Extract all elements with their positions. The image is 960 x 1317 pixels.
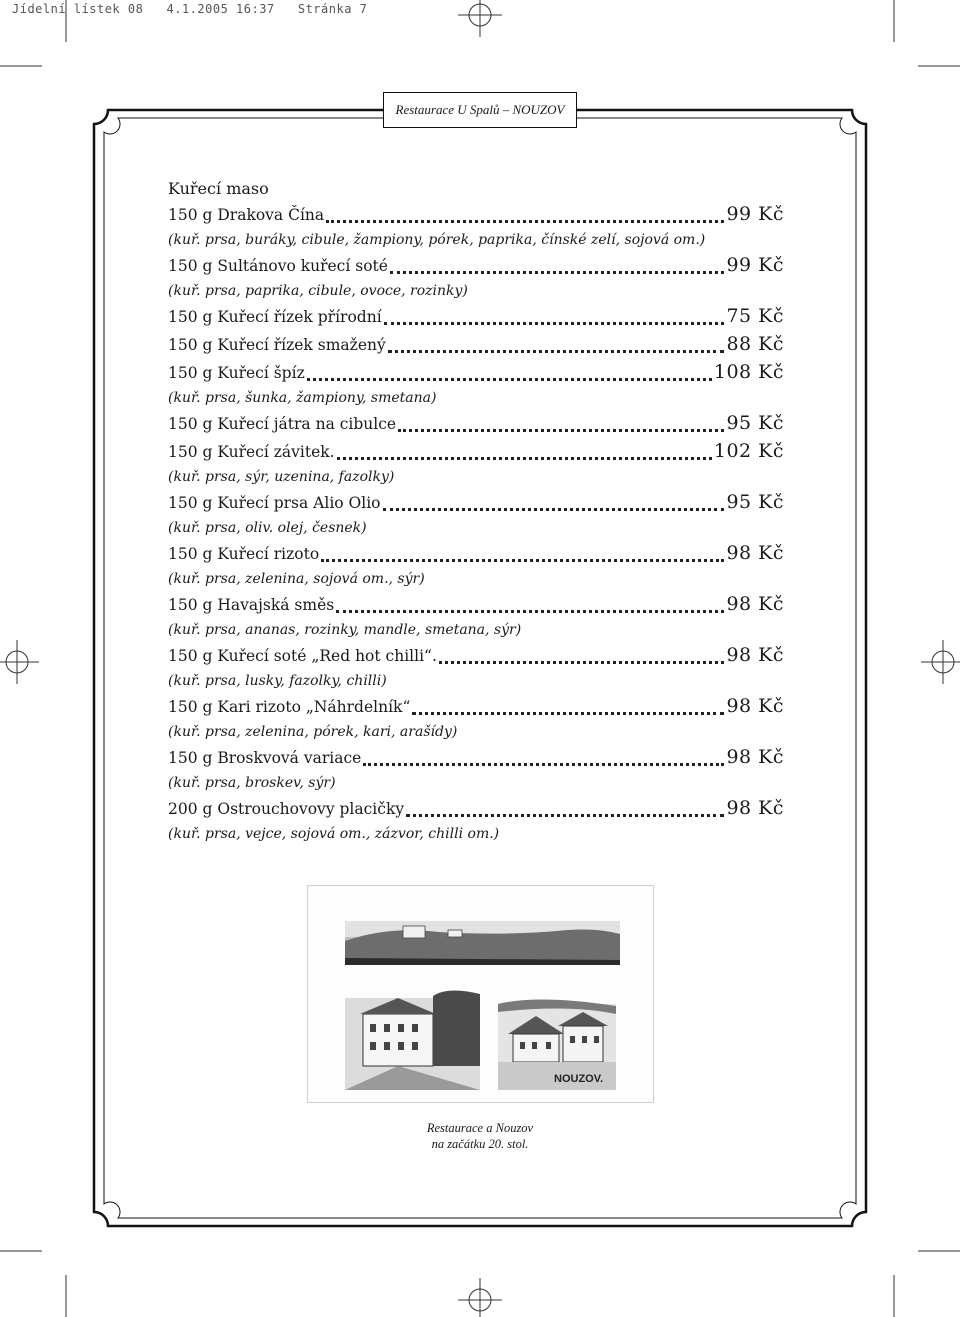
registration-mark-bottom: [458, 1278, 502, 1317]
menu-item: [168, 411, 784, 436]
menu-item-description: (kuř. prsa, ananas, rozinky, mandle, smetana, sýr): [168, 622, 522, 638]
menu-item-name: 150 g Kuřecí játra na cibulce: [168, 415, 397, 433]
photo-caption: [380, 1120, 580, 1152]
menu-item: [168, 253, 784, 278]
registration-mark-left: [0, 640, 39, 684]
dot-leader: [383, 493, 725, 511]
menu-item-description: (kuř. prsa, broskev, sýr): [168, 775, 336, 791]
print-file: Jídelní lístek 08: [12, 2, 144, 16]
menu-item-name: 150 g Sultánovo kuřecí soté: [168, 257, 388, 275]
restaurant-title: Restaurace U Spalů – NOUZOV: [395, 102, 565, 117]
dot-leader: [390, 256, 725, 274]
menu-item: [168, 360, 784, 385]
dot-leader: [412, 697, 724, 715]
menu-item: [168, 796, 784, 821]
dot-leader: [398, 414, 724, 432]
menu-item-description: (kuř. prsa, zelenina, sojová om., sýr): [168, 571, 425, 587]
menu-item-price: 98 Kč: [726, 746, 784, 768]
dot-leader: [439, 646, 725, 664]
menu-item: [168, 643, 784, 668]
menu-item-name: 200 g Ostrouchovovy placičky: [168, 800, 405, 818]
menu-item: [168, 592, 784, 617]
menu-item-price: 99 Kč: [726, 203, 784, 225]
print-datetime: 4.1.2005 16:37: [166, 2, 275, 16]
menu-item-name: 150 g Kari rizoto „Náhrdelník“: [168, 698, 411, 716]
dot-leader: [384, 307, 725, 325]
menu-item-name: 150 g Kuřecí závitek.: [168, 443, 335, 461]
menu-item-description: (kuř. prsa, lusky, fazolky, chilli): [168, 673, 387, 689]
menu-item-description: (kuř. prsa, zelenina, pórek, kari, arašídy): [168, 724, 458, 740]
menu-item-description: (kuř. prsa, paprika, cibule, ovoce, rozinky): [168, 283, 468, 299]
menu-item-name: 150 g Kuřecí prsa Alio Olio: [168, 494, 381, 512]
menu-item: [168, 490, 784, 515]
menu-item-name: 150 g Drakova Čína: [168, 206, 325, 224]
menu-section: [168, 176, 784, 847]
section-heading: Kuřecí maso: [168, 179, 269, 198]
caption-line-2: na začátku 20. stol.: [431, 1137, 529, 1151]
dot-leader: [326, 205, 724, 223]
dot-leader: [337, 442, 712, 460]
menu-item-price: 98 Kč: [726, 797, 784, 819]
menu-item-description: (kuř. prsa, sýr, uzenina, fazolky): [168, 469, 395, 485]
menu-item-description: (kuř. prsa, vejce, sojová om., zázvor, chilli om.): [168, 826, 500, 842]
restaurant-title-box: [383, 92, 577, 128]
dot-leader: [363, 748, 724, 766]
historic-postcard: [307, 885, 654, 1103]
caption-line-1: Restaurace a Nouzov: [426, 1121, 534, 1135]
menu-item: [168, 694, 784, 719]
menu-item-name: 150 g Kuřecí rizoto: [168, 545, 320, 563]
menu-item-price: 98 Kč: [726, 644, 784, 666]
menu-item-price: 95 Kč: [726, 491, 784, 513]
menu-item-price: 95 Kč: [726, 412, 784, 434]
print-page: Stránka 7: [297, 2, 368, 16]
menu-item: [168, 541, 784, 566]
dot-leader: [321, 544, 724, 562]
menu-item: [168, 439, 784, 464]
menu-item-price: 99 Kč: [726, 254, 784, 276]
dot-leader: [307, 363, 712, 381]
menu-item-price: 75 Kč: [726, 305, 784, 327]
menu-item: [168, 202, 784, 227]
menu-item-description: (kuř. prsa, oliv. olej, česnek): [168, 520, 367, 536]
menu-item-price: 98 Kč: [726, 542, 784, 564]
menu-item: [168, 745, 784, 770]
menu-items: [168, 202, 784, 847]
dot-leader: [388, 335, 725, 353]
menu-item-name: 150 g Kuřecí soté „Red hot chilli“.: [168, 647, 437, 665]
postcard-label: NOUZOV.: [554, 1073, 604, 1085]
registration-mark-top: [458, 0, 502, 37]
menu-item-price: 108 Kč: [713, 361, 784, 383]
menu-item-name: 150 g Broskvová variace: [168, 749, 362, 767]
dot-leader: [406, 799, 724, 817]
menu-item-description: (kuř. prsa, buráky, cibule, žampiony, pórek, paprika, čínské zelí, sojová om.): [168, 232, 706, 248]
menu-item-price: 88 Kč: [726, 333, 784, 355]
registration-mark-right: [921, 640, 960, 684]
menu-item-price: 102 Kč: [713, 440, 784, 462]
menu-item: [168, 304, 784, 329]
menu-item-price: 98 Kč: [726, 695, 784, 717]
menu-item-price: 98 Kč: [726, 593, 784, 615]
menu-item-name: 150 g Kuřecí řízek přírodní: [168, 308, 382, 326]
dot-leader: [336, 595, 724, 613]
menu-item-name: 150 g Havajská směs: [168, 596, 335, 614]
menu-item: [168, 332, 784, 357]
menu-item-description: (kuř. prsa, šunka, žampiony, smetana): [168, 390, 437, 406]
menu-item-name: 150 g Kuřecí špíz: [168, 364, 305, 382]
menu-item-name: 150 g Kuřecí řízek smažený: [168, 336, 386, 354]
